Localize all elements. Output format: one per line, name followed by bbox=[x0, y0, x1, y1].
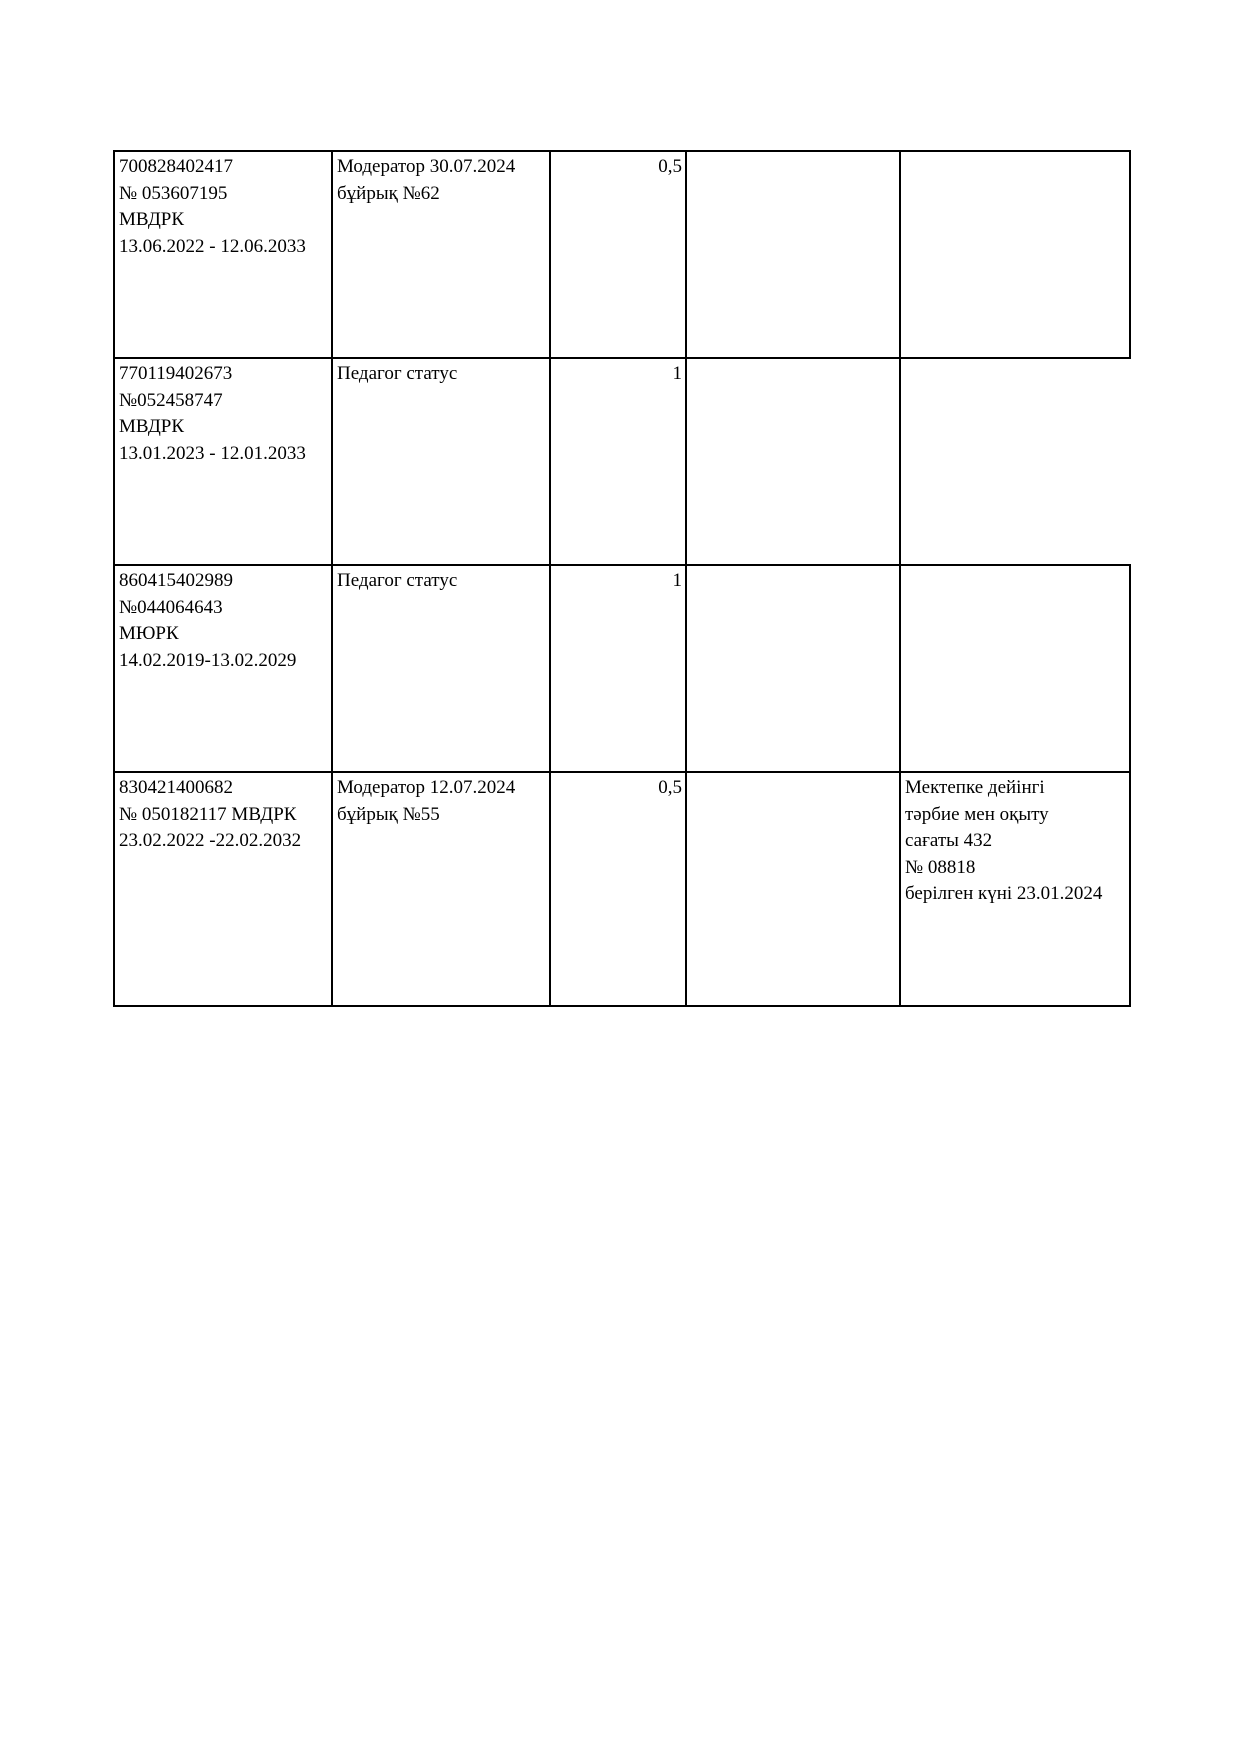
data-table bbox=[113, 150, 1131, 1007]
table-cell-empty bbox=[686, 151, 900, 358]
cell-line: №044064643 bbox=[119, 596, 223, 618]
table-cell-category bbox=[332, 358, 550, 565]
table-cell-category bbox=[332, 565, 550, 772]
cell-line: 14.02.2019-13.02.2029 bbox=[119, 649, 297, 671]
table-cell-id bbox=[114, 151, 332, 358]
cell-line: тәрбие мен оқыту bbox=[905, 803, 1049, 825]
table-row bbox=[114, 151, 1130, 358]
cell-line: Модератор 30.07.2024 bbox=[337, 156, 516, 177]
table-row bbox=[114, 358, 1130, 565]
table-cell-id bbox=[114, 565, 332, 772]
table-cell-category bbox=[332, 772, 550, 1006]
cell-line: 0,5 bbox=[658, 156, 682, 177]
table-cell-empty bbox=[686, 565, 900, 772]
cell-line: МЮРК bbox=[119, 623, 179, 644]
cell-line: бұйрық №62 bbox=[337, 182, 440, 204]
table-cell-notes bbox=[900, 772, 1130, 1006]
cell-line: сағаты 432 bbox=[905, 830, 993, 851]
cell-line: МВДРК bbox=[119, 416, 185, 437]
cell-line: 700828402417 bbox=[119, 156, 233, 177]
cell-line: № 053607195 bbox=[119, 182, 228, 204]
cell-line: 13.06.2022 - 12.06.2033 bbox=[119, 235, 306, 257]
cell-line: берілген күні 23.01.2024 bbox=[905, 883, 1103, 904]
table-cell-id bbox=[114, 772, 332, 1006]
table-cell-notes bbox=[900, 358, 1130, 565]
cell-line: Педагог статус bbox=[337, 570, 458, 591]
cell-line: 830421400682 bbox=[119, 777, 233, 798]
cell-line: 23.02.2022 -22.02.2032 bbox=[119, 830, 302, 851]
cell-line: 770119402673 bbox=[119, 363, 233, 384]
cell-line: бұйрық №55 bbox=[337, 803, 440, 825]
table-cell-rate bbox=[550, 565, 686, 772]
cell-line: № 08818 bbox=[905, 856, 976, 878]
cell-line: МВДРК bbox=[119, 209, 185, 230]
table-cell-rate bbox=[550, 772, 686, 1006]
table-cell-rate bbox=[550, 358, 686, 565]
cell-line: Модератор 12.07.2024 bbox=[337, 777, 516, 798]
table-row bbox=[114, 772, 1130, 1006]
table-cell-empty bbox=[686, 772, 900, 1006]
cell-line: 860415402989 bbox=[119, 570, 233, 591]
cell-line: 1 bbox=[672, 363, 682, 384]
cell-line: 1 bbox=[672, 570, 682, 591]
cell-line: Мектепке дейінгі bbox=[905, 777, 1045, 798]
table-cell-empty bbox=[686, 358, 900, 565]
table-cell-rate bbox=[550, 151, 686, 358]
table-cell-category bbox=[332, 151, 550, 358]
cell-line: 0,5 bbox=[658, 777, 682, 798]
cell-line: 13.01.2023 - 12.01.2033 bbox=[119, 442, 306, 464]
cell-line: №052458747 bbox=[119, 389, 223, 411]
cell-line: Педагог статус bbox=[337, 363, 458, 384]
cell-line: № 050182117 МВДРК bbox=[119, 803, 297, 825]
table-cell-id bbox=[114, 358, 332, 565]
table-row bbox=[114, 565, 1130, 772]
table-cell-notes bbox=[900, 565, 1130, 772]
table-cell-notes bbox=[900, 151, 1130, 358]
